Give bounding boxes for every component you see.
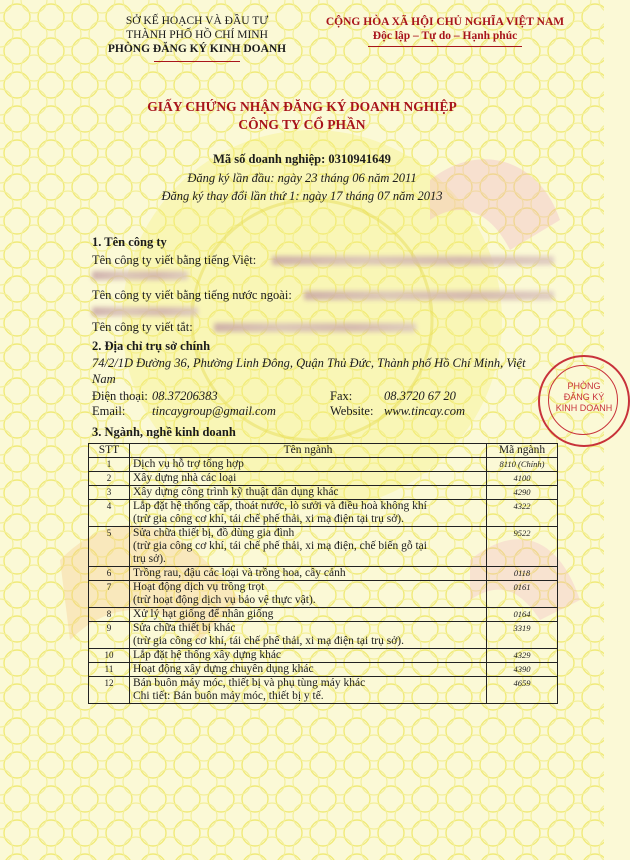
row-stt: 4 — [89, 500, 130, 527]
issuer-underline — [154, 61, 240, 62]
table-row — [89, 608, 558, 622]
row-business-code: 4329 — [487, 649, 558, 663]
table-row — [89, 472, 558, 486]
table-row — [89, 663, 558, 677]
section-business-lines-heading: 3. Ngành, nghề kinh doanh — [92, 425, 236, 439]
email-label: Email: — [92, 404, 126, 418]
enterprise-code: Mã số doanh nghiệp: 0310941649 — [213, 152, 391, 166]
fax-label: Fax: — [330, 389, 353, 403]
row-business-name — [130, 608, 487, 622]
section-company-name-heading: 1. Tên công ty — [92, 235, 167, 249]
table-row — [89, 677, 558, 704]
row-stt: 6 — [89, 567, 130, 581]
issuing-authority-block — [78, 14, 316, 56]
official-stamp — [538, 355, 630, 447]
website-label: Website: — [330, 404, 374, 418]
table-row — [89, 486, 558, 500]
row-business-code: 4659 — [487, 677, 558, 704]
section-address-heading: 2. Địa chỉ trụ sở chính — [92, 339, 211, 353]
row-stt: 12 — [89, 677, 130, 704]
email-value: tincaygroup@gmail.com — [152, 404, 276, 418]
business-name-line: (trừ gia công cơ khí, tái chế phế thải, xi mạ điện, chế biến gỗ tại — [133, 540, 427, 552]
business-name-line: Xây dựng nhà các loại — [133, 472, 237, 484]
row-business-code: 4322 — [487, 500, 558, 527]
table-row — [89, 458, 558, 472]
phone-label: Điện thoại: — [92, 389, 148, 403]
table-header-row — [89, 444, 558, 458]
table-row — [89, 527, 558, 567]
redacted-vietnamese-name-cont — [92, 271, 188, 280]
business-name-line: Sửa chữa thiết bị, đồ dùng gia đình — [133, 527, 295, 539]
row-business-name — [130, 458, 487, 472]
business-name-line: Xử lý hạt giống để nhân giống — [133, 608, 274, 620]
national-motto: Độc lập – Tự do – Hạnh phúc — [372, 30, 518, 42]
row-business-code: 4100 — [487, 472, 558, 486]
row-stt: 5 — [89, 527, 130, 567]
row-business-code: 8110 (Chính) — [487, 458, 558, 472]
stamp-line-3: KINH DOANH — [555, 403, 613, 413]
fax-value: 08.3720 67 20 — [384, 389, 456, 403]
row-business-name — [130, 500, 487, 527]
issuing-department: SỞ KẾ HOẠCH VÀ ĐẦU TƯ — [125, 15, 269, 27]
row-stt: 11 — [89, 663, 130, 677]
business-name-line: Dịch vụ hỗ trợ tổng hợp — [133, 458, 244, 470]
issuing-city: THÀNH PHỐ HỒ CHÍ MINH — [126, 29, 268, 41]
motto-underline — [368, 46, 522, 47]
row-business-name — [130, 527, 487, 567]
table-row — [89, 567, 558, 581]
row-stt: 2 — [89, 472, 130, 486]
row-business-code: 0161 — [487, 581, 558, 608]
row-business-code: 4390 — [487, 663, 558, 677]
table-row — [89, 622, 558, 649]
row-stt: 9 — [89, 622, 130, 649]
stamp-line-1: PHÒNG — [567, 381, 601, 391]
business-name-line: (trừ gia công cơ khí, tái chế phế thải, xi mạ điện tại trụ sở). — [133, 513, 404, 525]
row-stt: 8 — [89, 608, 130, 622]
redacted-vietnamese-name — [272, 256, 554, 265]
row-stt: 1 — [89, 458, 130, 472]
address-line-2: Nam — [92, 372, 116, 386]
foreign-name-label: Tên công ty viết bằng tiếng nước ngoài: — [92, 288, 292, 302]
issuing-office: PHÒNG ĐĂNG KÝ KINH DOANH — [107, 43, 287, 55]
company-type: CÔNG TY CỔ PHẦN — [238, 117, 366, 132]
national-motto-block — [300, 15, 590, 43]
business-name-line: Hoạt động dịch vụ trồng trọt — [133, 581, 265, 593]
redacted-short-name — [214, 323, 416, 332]
row-business-code: 9522 — [487, 527, 558, 567]
redacted-foreign-name-cont — [92, 307, 198, 316]
business-name-line: Sửa chữa thiết bị khác — [133, 622, 236, 634]
row-business-code: 0164 — [487, 608, 558, 622]
row-business-name — [130, 486, 487, 500]
country-name: CỘNG HÒA XÃ HỘI CHỦ NGHĨA VIỆT NAM — [325, 16, 565, 28]
business-name-line: Hoạt động xây dựng chuyên dụng khác — [133, 663, 314, 675]
change-registration-date: Đăng ký thay đổi lần thứ 1: ngày 17 tháng 07 năm 2013 — [161, 189, 443, 203]
row-stt: 7 — [89, 581, 130, 608]
row-business-name — [130, 472, 487, 486]
column-header-name: Tên ngành — [130, 444, 487, 458]
row-business-name — [130, 581, 487, 608]
business-name-line: Lắp đặt hệ thống cấp, thoát nước, lò sưởi và điều hoà không khí — [133, 500, 427, 512]
short-name-label: Tên công ty viết tắt: — [92, 320, 193, 334]
column-header-stt: STT — [89, 444, 130, 458]
redacted-foreign-name — [304, 291, 554, 300]
table-row — [89, 500, 558, 527]
business-lines-table — [88, 443, 558, 704]
business-name-line: trụ sở). — [133, 553, 166, 565]
row-business-code: 4290 — [487, 486, 558, 500]
row-business-name — [130, 649, 487, 663]
row-business-code: 3319 — [487, 622, 558, 649]
row-business-name — [130, 677, 487, 704]
business-name-line: (trừ gia công cơ khí, tái chế phế thải, xi mạ điện tại trụ sở). — [133, 635, 404, 647]
row-business-code: 0118 — [487, 567, 558, 581]
row-business-name — [130, 567, 487, 581]
column-header-code: Mã ngành — [487, 444, 558, 458]
business-name-line: Chi tiết: Bán buôn máy móc, thiết bị y tế. — [133, 690, 324, 702]
vietnamese-name-label: Tên công ty viết bằng tiếng Việt: — [92, 253, 257, 267]
stamp-line-2: ĐĂNG KÝ — [563, 392, 605, 402]
business-name-line: Xây dựng công trình kỹ thuật dân dụng khác — [133, 486, 339, 498]
first-registration-date: Đăng ký lần đầu: ngày 23 tháng 06 năm 2011 — [187, 171, 417, 185]
phone-value: 08.37206383 — [152, 389, 218, 403]
business-name-line: Trồng rau, đậu các loại và trồng hoa, cây cảnh — [133, 567, 346, 579]
website-value: www.tincay.com — [384, 404, 466, 418]
row-stt: 3 — [89, 486, 130, 500]
certificate-title: GIẤY CHỨNG NHẬN ĐĂNG KÝ DOANH NGHIỆP — [147, 99, 457, 114]
address-line-1: 74/2/1D Đường 36, Phường Linh Đông, Quận Thủ Đức, Thành phố Hồ Chí Minh, Việt — [92, 356, 526, 370]
row-stt: 10 — [89, 649, 130, 663]
row-business-name — [130, 663, 487, 677]
table-row — [89, 649, 558, 663]
table-row — [89, 581, 558, 608]
row-business-name — [130, 622, 487, 649]
business-name-line: (trừ hoạt động dịch vụ bảo vệ thực vật). — [133, 594, 316, 606]
business-name-line: Lắp đặt hệ thống xây dựng khác — [133, 649, 282, 661]
business-name-line: Bán buôn máy móc, thiết bị và phụ tùng máy khác — [133, 677, 366, 689]
